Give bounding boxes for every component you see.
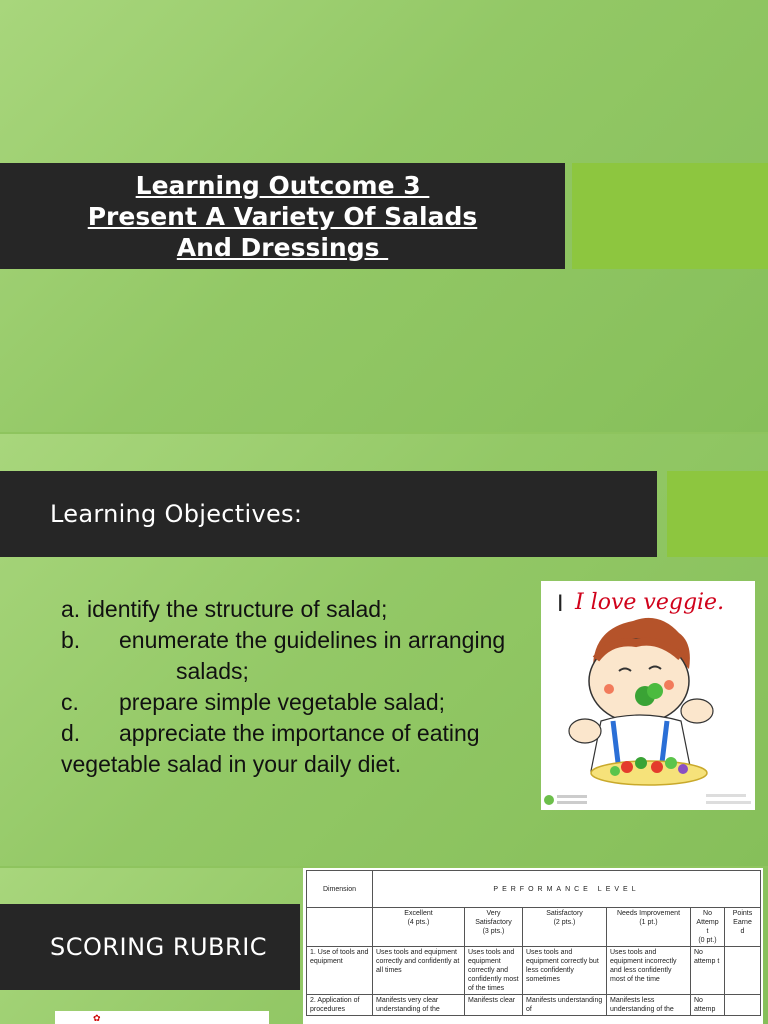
title-line-1: Learning Outcome 3: [135, 170, 430, 200]
table-cell: No attemp t: [691, 947, 725, 995]
dimension-cell: 2. Application of procedures: [307, 995, 373, 1016]
slide-objectives: [0, 434, 768, 866]
table-cell: Manifests very clear understanding of the: [373, 995, 465, 1016]
accent-block: [572, 163, 768, 269]
dimension-header: Dimension: [307, 871, 373, 908]
objectives-heading: Learning Objectives:: [50, 500, 303, 528]
table-cell: Uses tools and equipment correctly but less confidently sometimes: [523, 947, 607, 995]
objective-item: b. enumerate the guidelines in arranging: [61, 627, 506, 653]
table-cell: [725, 947, 761, 995]
objectives-list: [61, 594, 551, 780]
table-cell: Manifests clear: [465, 995, 523, 1016]
objective-item: a. identify the structure of salad;: [61, 596, 388, 622]
table-cell: Manifests less understanding of the: [607, 995, 691, 1016]
objectives-header-band: [0, 471, 657, 557]
veggie-illustration: [541, 581, 755, 810]
table-cell: [725, 995, 761, 1016]
svg-text:I: I: [557, 592, 564, 617]
table-cell: Uses tools and equipment incorrectly and less confidently most of the time: [607, 947, 691, 995]
table-cell: Uses tools and equipment correctly and confidently most of the times: [465, 947, 523, 995]
level-header: Excellent (4 pts.): [373, 908, 465, 947]
table-cell: Uses tools and equipment correctly and confidently at all times: [373, 947, 465, 995]
dimension-cell: 1. Use of tools and equipment: [307, 947, 373, 995]
performance-level-header: PERFORMANCE LEVEL: [373, 871, 761, 908]
objective-item: c. prepare simple vegetable salad;: [61, 689, 446, 715]
rubric-heading: SCORING RUBRIC: [50, 933, 268, 961]
logo-image: ✿: [55, 1011, 269, 1024]
boy-eating-salad-icon: [541, 581, 755, 810]
title-line-3: And Dressings: [176, 232, 389, 262]
level-header: Very Satisfactory (3 pts.): [465, 908, 523, 947]
objective-item-continued: salads;: [176, 658, 249, 684]
table-cell: No attemp: [691, 995, 725, 1016]
svg-text:I love veggie.: I love veggie.: [575, 590, 725, 615]
accent-block: [667, 471, 768, 557]
objective-item: d. appreciate the importance of eating: [61, 720, 480, 746]
level-header: Points Earne d: [725, 908, 761, 947]
level-header: No Attemp t (0 pt.): [691, 908, 725, 947]
slide-title: [0, 0, 768, 432]
level-header: Satisfactory (2 pts.): [523, 908, 607, 947]
rubric-header-band: [0, 904, 300, 990]
title-line-2: Present A Variety Of Salads: [87, 201, 478, 231]
rubric-table: [306, 870, 761, 1016]
level-header: Needs Improvement (1 pt.): [607, 908, 691, 947]
table-row: [307, 947, 761, 995]
objective-item-continued: vegetable salad in your daily diet.: [61, 751, 402, 777]
table-row: [307, 995, 761, 1016]
table-cell: Manifests understanding of: [523, 995, 607, 1016]
title-band: [0, 163, 565, 269]
slide-rubric: [0, 868, 768, 1024]
rubric-table-container: [303, 868, 763, 1024]
